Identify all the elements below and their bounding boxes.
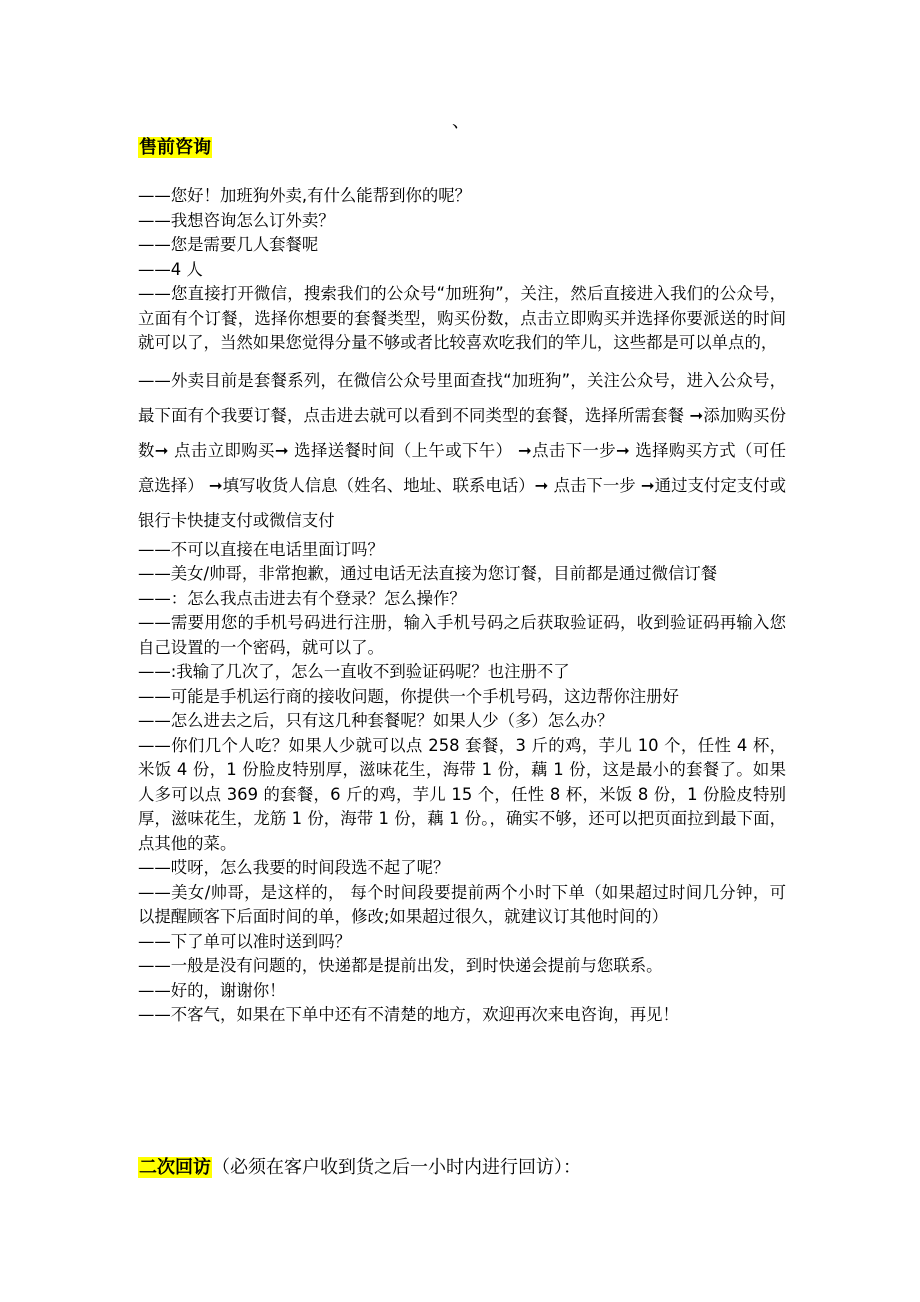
dialogue-line: ——你们几个人吃？如果人少就可以点 258 套餐，3 斤的鸡，芋儿 10 个，任性 4 杯，米饭 4 份，1 份脸皮特别厚，滋味花生，海带 1 份，藕 1 份，这是最小的套餐了。如果人多可以点 369 的套餐，6 斤的鸡，芋儿 15 个，任性 8 杯，米饭 8 份，1 份脸皮特别厚，滋味花生，龙筋 1 份，海带 1 份，藕 1 份。，确实不够，还可以把页面拉到最下面，点其他的菜。 <box>138 735 786 853</box>
dialogue-line: ——您好！加班狗外卖,有什么能帮到你的呢？ <box>138 186 472 205</box>
dialogue-line: ——怎么进去之后，只有这几种套餐呢？如果人少（多）怎么办？ <box>138 711 614 730</box>
dialogue-line: ——:我输了几次了，怎么一直收不到验证码呢？也注册不了 <box>138 662 570 681</box>
section-heading-presales <box>138 136 212 160</box>
dialogue-line: ——您是需要几人套餐呢 <box>138 235 319 254</box>
dialogue-line: ——我想咨询怎么订外卖？ <box>138 210 335 230</box>
dialogue-line: ——一般是没有问题的，快递都是提前出发，到时快递会提前与您联系。 <box>138 956 663 975</box>
dialogue-line: ——美女/帅哥，非常抱歉，通过电话无法直接为您订餐，目前都是通过微信订餐 <box>138 564 718 583</box>
stray-mark: 、 <box>452 111 470 132</box>
presales-title: 售前咨询 <box>139 137 211 158</box>
dialogue-line: ——您直接打开微信，搜索我们的公众号“加班狗”，关注，然后直接进入我们的公众号，立面有个订餐，选择你想要的套餐类型，购买份数，点击立即购买并选择你要派送的时间就可以了，当然如果您觉得分量不够或者比较喜欢吃我们的竿儿，这些都是可以单点的， <box>138 284 786 352</box>
dialogue-line-ordering-steps: ——外卖目前是套餐系列，在微信公众号里面查找“加班狗”，关注公众号，进入公众号，最下面有个我要订餐，点击进去就可以看到不同类型的套餐，选择所需套餐 ➞添加购买份数➞ 点击立即购买➞ 选择送餐时间（上午或下午） ➞点击下一步➞ 选择购买方式（可任意选择） ➞填写收货人信息（姓名、地址、联系电话）➞ 点击下一步 ➞通过支付定支付或银行卡快捷支付或微信支付 <box>138 370 786 530</box>
dialogue-line: ——好的，谢谢你！ <box>138 980 286 1000</box>
dialogue-line: ——不客气，如果在下单中还有不清楚的地方，欢迎再次来电咨询，再见！ <box>138 1005 679 1024</box>
dialogue-line: ——哎呀，怎么我要的时间段选不起了呢？ <box>138 858 450 877</box>
dialogue-line: ——不可以直接在电话里面订吗？ <box>138 539 384 559</box>
dialogue-content <box>138 184 786 1028</box>
section-heading-followup <box>138 1156 581 1180</box>
dialogue-line: ——美女/帅哥，是这样的， 每个时间段要提前两个小时下单（如果超过时间几分钟，可以提醒顾客下后面时间的单，修改;如果超过很久，就建议订其他时间的） <box>138 882 786 926</box>
followup-title: 二次回访 <box>139 1157 211 1178</box>
dialogue-line: ——需要用您的手机号码进行注册，输入手机号码之后获取验证码，收到验证码再输入您自己设置的一个密码，就可以了。 <box>138 613 786 657</box>
followup-note: （必须在客户收到货之后一小时内进行回访）： <box>212 1157 581 1178</box>
dialogue-line: ——：怎么我点击进去有个登录？怎么操作？ <box>138 588 466 608</box>
dialogue-line: ——可能是手机运行商的接收问题，你提供一个手机号码，这边帮你注册好 <box>138 686 679 706</box>
dialogue-line: ——下了单可以准时送到吗？ <box>138 931 352 951</box>
dialogue-line: ——4 人 <box>138 259 203 279</box>
